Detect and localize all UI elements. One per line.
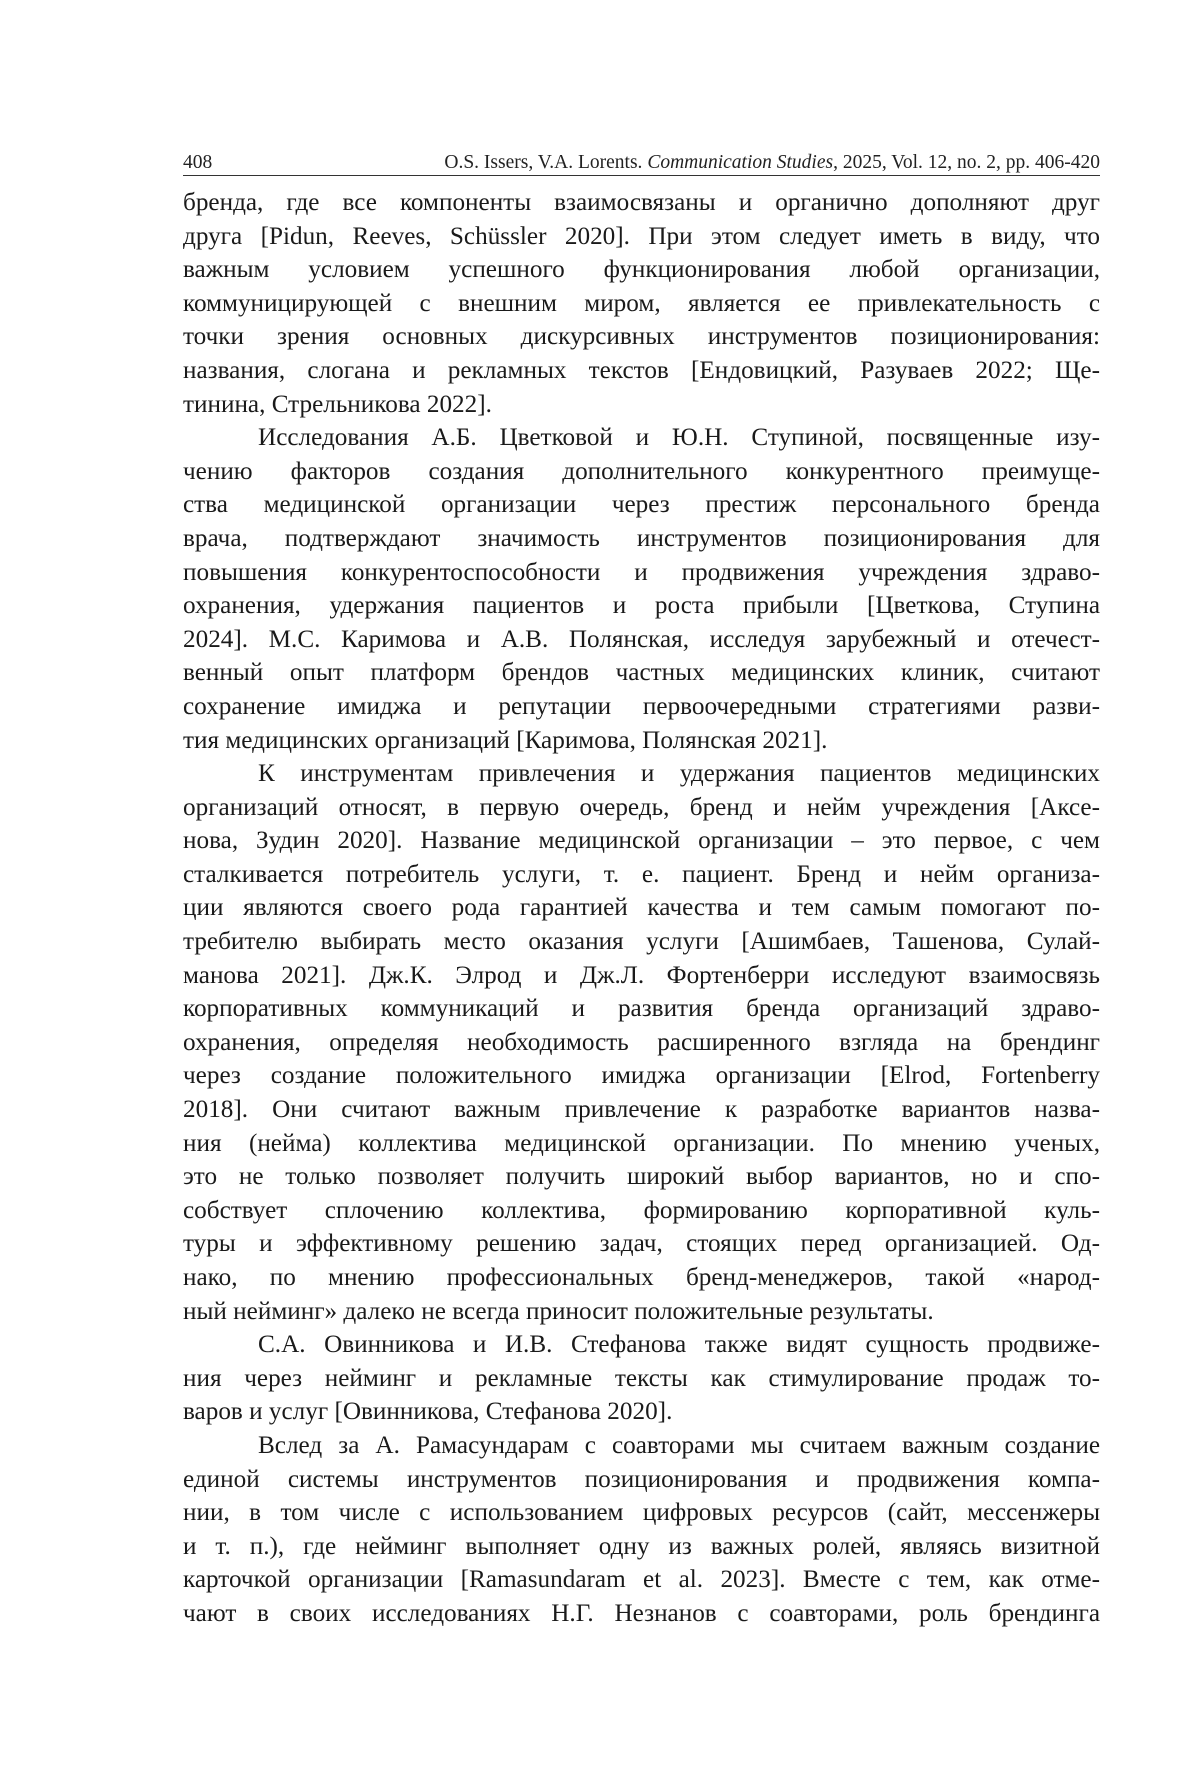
text-line: Вслед за А. Рамасундарам с соавторами мы считаем важным создание [258,1431,1100,1459]
text-line: названия, слогана и рекламных текстов [Ендовицкий, Разуваев 2022; Ще- [183,356,1100,384]
text-line: варов и услуг [Овинникова, Стефанова 2020]. [183,1398,673,1426]
text-line: единой системы инструментов позиционирования и продвижения компа- [183,1465,1100,1493]
text-line: Исследования А.Б. Цветковой и Ю.Н. Ступиной, посвященные изу- [258,424,1100,452]
text-line: и т. п.), где нейминг выполняет одну из важных ролей, являясь визитной [183,1532,1100,1560]
text-line: карточкой организации [Ramasundaram et al. 2023]. Вместе с тем, как отме- [183,1566,1100,1594]
text-line: корпоративных коммуникаций и развития бренда организаций здраво- [183,995,1100,1023]
text-line: это не только позволяет получить широкий выбор вариантов, но и спо- [183,1163,1100,1191]
text-line: друга [Pidun, Reeves, Schüssler 2020]. При этом следует иметь в виду, что [183,222,1100,250]
text-line: тия медицинских организаций [Каримова, Полянская 2021]. [183,726,828,754]
text-line: ния (нейма) коллектива медицинской организации. По мнению ученых, [183,1129,1100,1157]
text-line: нии, в том числе с использованием цифровых ресурсов (сайт, мессенжеры [183,1499,1100,1527]
text-line: важным условием успешного функционирования любой организации, [183,256,1100,284]
text-line: манова 2021]. Дж.К. Элрод и Дж.Л. Фортенберри исследуют взаимосвязь [183,961,1100,989]
paragraph-3 [183,757,1100,1328]
text-line: тинина, Стрельникова 2022]. [183,390,492,418]
text-line: чают в своих исследованиях Н.Г. Незнанов с соавторами, роль брендинга [183,1599,1100,1627]
paragraph-5 [183,1429,1100,1631]
header-authors: O.S. Issers, V.A. Lorents. [444,152,643,173]
body-text [183,186,1100,1631]
text-line: охранения, удержания пациентов и роста прибыли [Цветкова, Ступина [183,592,1100,620]
text-line: сохранение имиджа и репутации первоочередными стратегиями разви- [183,692,1100,720]
text-line: чению факторов создания дополнительного конкурентного преимуще- [183,457,1100,485]
header-details: , 2025, Vol. 12, no. 2, pp. 406-420 [833,152,1100,173]
text-line: туры и эффективному решению задач, стоящих перед организацией. Од- [183,1230,1100,1258]
text-line: сталкивается потребитель услуги, т. е. пациент. Бренд и нейм организа- [183,860,1100,888]
paragraph-4 [183,1328,1100,1429]
text-line: ния через нейминг и рекламные тексты как стимулирование продаж то- [183,1364,1100,1392]
text-line: точки зрения основных дискурсивных инструментов позиционирования: [183,323,1100,351]
text-line: ции являются своего рода гарантией качества и тем самым помогают по- [183,894,1100,922]
page-number: 408 [183,152,213,173]
text-line: бренда, где все компоненты взаимосвязаны и органично дополняют друг [183,189,1100,216]
running-header [183,146,1100,174]
paragraph-1 [183,186,1100,421]
header-journal: Communication Studies [647,152,834,173]
text-line: нова, Зудин 2020]. Название медицинской организации – это первое, с чем [183,827,1100,855]
text-line: 2018]. Они считают важным привлечение к разработке вариантов назва- [183,1096,1100,1124]
header-rule [183,175,1100,176]
text-line: собствует сплочению коллектива, формированию корпоративной куль- [183,1196,1100,1224]
text-line: 2024]. М.С. Каримова и А.В. Полянская, исследуя зарубежный и отечест- [183,625,1100,653]
text-line: повышения конкурентоспособности и продвижения учреждения здраво- [183,558,1100,586]
paragraph-2 [183,421,1100,757]
text-line: С.А. Овинникова и И.В. Стефанова также видят сущность продвиже- [258,1331,1100,1359]
text-line: ства медицинской организации через престиж персонального бренда [183,491,1100,519]
text-line: врача, подтверждают значимость инструментов позиционирования для [183,524,1100,552]
text-line: организаций относят, в первую очередь, бренд и нейм учреждения [Аксе- [183,793,1100,821]
citation-header [444,152,1100,174]
text-line: охранения, определяя необходимость расширенного взгляда на брендинг [183,1028,1100,1056]
text-line: венный опыт платформ брендов частных медицинских клиник, считают [183,659,1100,687]
text-line: нако, по мнению профессиональных бренд-менеджеров, такой «народ- [183,1264,1100,1291]
text-line: требителю выбирать место оказания услуги [Ашимбаев, Ташенова, Сулай- [183,928,1100,956]
text-line: К инструментам привлечения и удержания пациентов медицинских [258,760,1100,788]
text-line: коммуницирующей с внешним миром, является ее привлекательность с [183,289,1100,317]
text-line: через создание положительного имиджа организации [Elrod, Fortenberry [183,1062,1100,1090]
text-line: ный нейминг» далеко не всегда приносит положительные результаты. [183,1297,934,1325]
